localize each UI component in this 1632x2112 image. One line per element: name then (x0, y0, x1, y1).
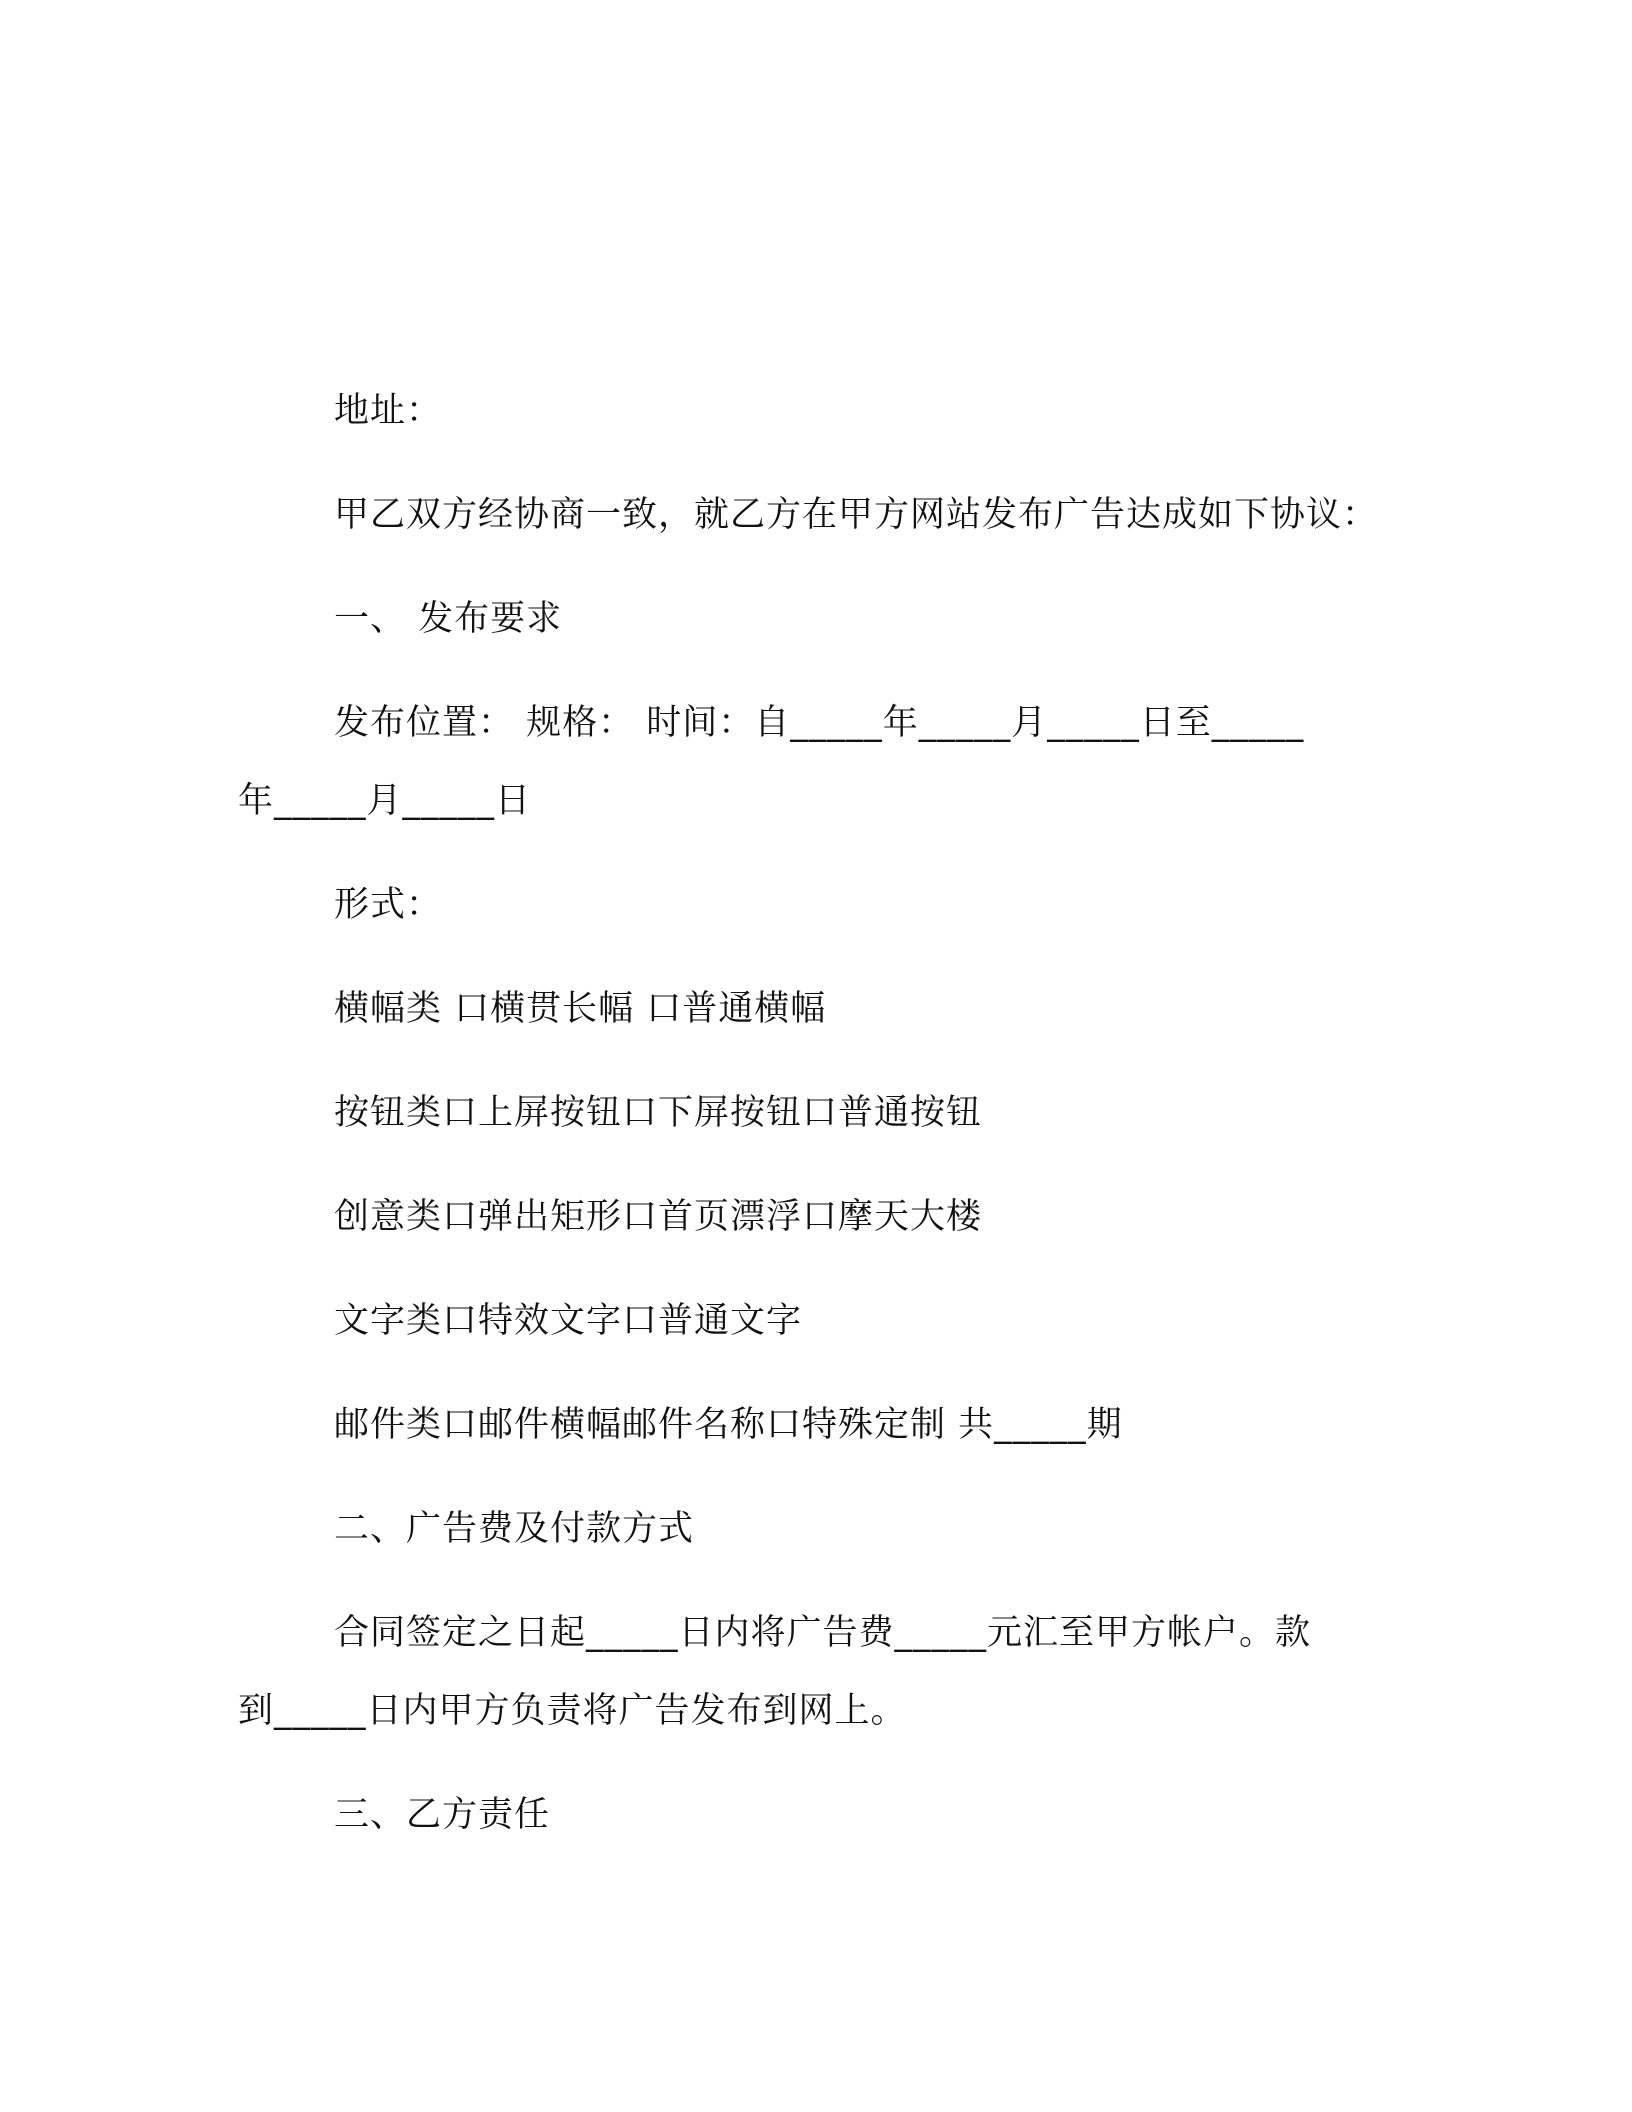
section-3-heading: 三、乙方责任 (334, 1795, 551, 1835)
form-label: 形式： (334, 885, 443, 925)
option-creative: 创意类口弹出矩形口首页漂浮口摩天大楼 (334, 1197, 983, 1237)
option-banner: 横幅类 口横贯长幅 口普通横幅 (334, 989, 827, 1029)
position-line-1: 发布位置： 规格： 时间：自_____年_____月_____日至_____ (334, 703, 1305, 743)
intro-paragraph: 甲乙双方经协商一致，就乙方在甲方网站发布广告达成如下协议： (334, 495, 1379, 535)
section-1-heading: 一、 发布要求 (334, 599, 563, 639)
option-text: 文字类口特效文字口普通文字 (334, 1301, 803, 1341)
option-button: 按钮类口上屏按钮口下屏按钮口普通按钮 (334, 1093, 983, 1133)
payment-line-2: 到_____日内甲方负责将广告发布到网上。 (238, 1691, 907, 1731)
address-label: 地址： (334, 391, 443, 431)
position-line-2: 年_____月_____日 (238, 781, 532, 821)
section-2-heading: 二、广告费及付款方式 (334, 1509, 695, 1549)
option-email: 邮件类口邮件横幅邮件名称口特殊定制 共_____期 (334, 1405, 1123, 1445)
payment-line-1: 合同签定之日起_____日内将广告费_____元汇至甲方帐户。款 (334, 1613, 1312, 1653)
